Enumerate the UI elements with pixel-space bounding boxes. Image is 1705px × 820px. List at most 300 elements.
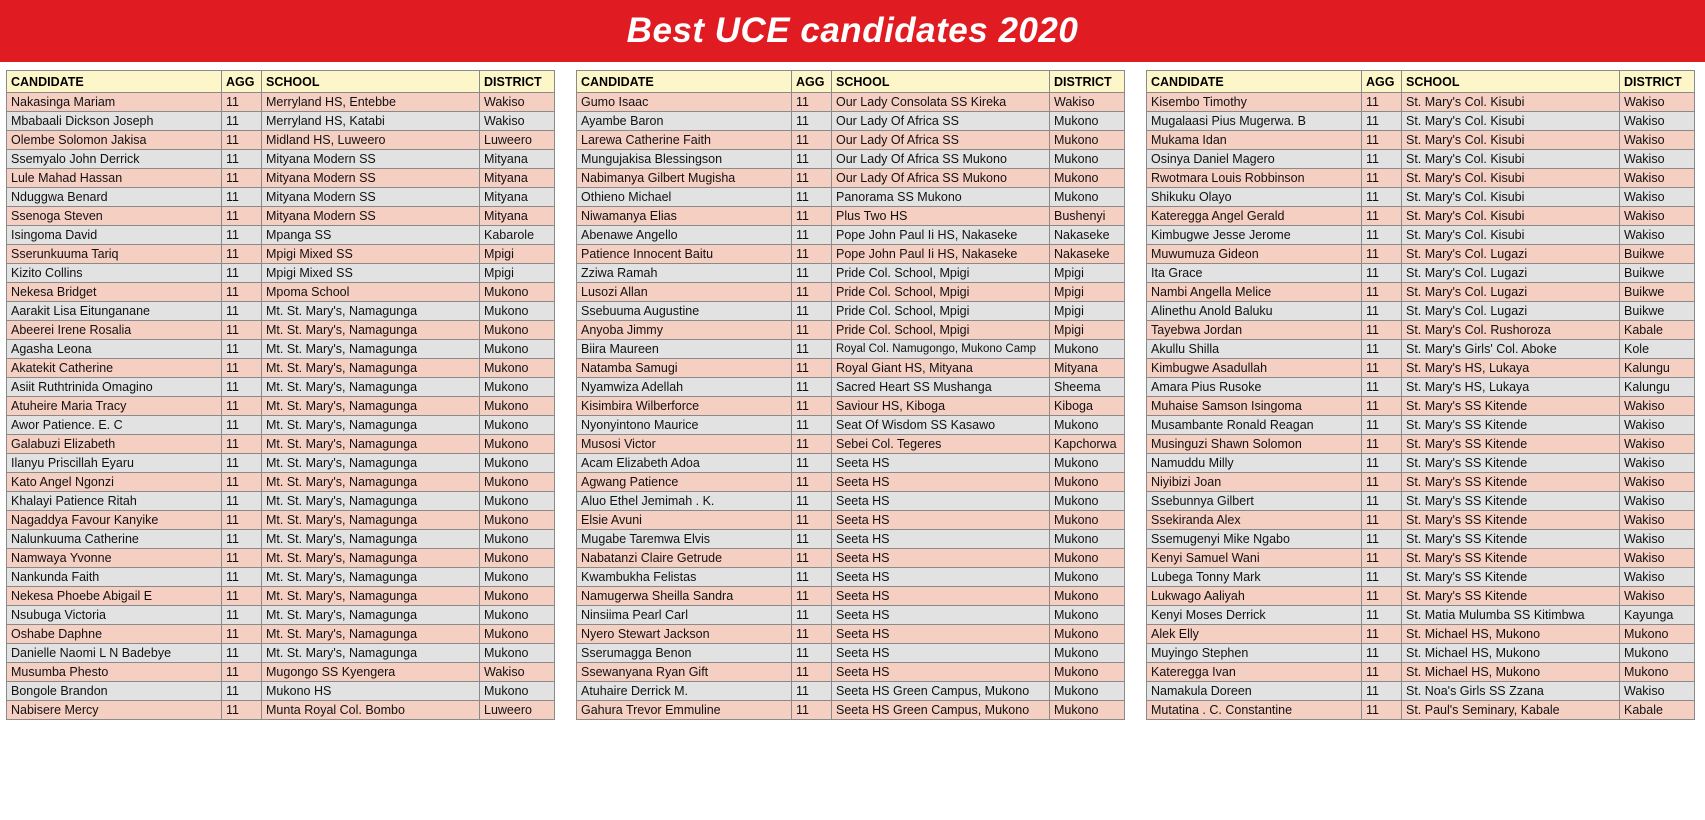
cell-school: St. Mary's SS Kitende xyxy=(1402,530,1620,549)
cell-school: St. Mary's Col. Kisubi xyxy=(1402,112,1620,131)
cell-school: Mt. St. Mary's, Namagunga xyxy=(262,644,480,663)
cell-school: Mityana Modern SS xyxy=(262,169,480,188)
table-row xyxy=(577,568,1125,587)
cell-school: Pride Col. School, Mpigi xyxy=(832,283,1050,302)
table-row xyxy=(577,701,1125,720)
cell-district: Mukono xyxy=(1050,150,1125,169)
cell-candidate: Musambante Ronald Reagan xyxy=(1147,416,1362,435)
table-row xyxy=(1147,644,1695,663)
table-row xyxy=(577,188,1125,207)
header-agg: AGG xyxy=(1362,71,1402,93)
cell-district: Mukono xyxy=(480,378,555,397)
cell-school: Pope John Paul Ii HS, Nakaseke xyxy=(832,245,1050,264)
cell-district: Kole xyxy=(1620,340,1695,359)
table-row xyxy=(577,587,1125,606)
header-row xyxy=(7,71,555,93)
cell-candidate: Abeerei Irene Rosalia xyxy=(7,321,222,340)
cell-agg: 11 xyxy=(1362,93,1402,112)
cell-school: St. Mary's SS Kitende xyxy=(1402,473,1620,492)
header-candidate: CANDIDATE xyxy=(7,71,222,93)
cell-candidate: Mungujakisa Blessingson xyxy=(577,150,792,169)
cell-candidate: Nambi Angella Melice xyxy=(1147,283,1362,302)
cell-candidate: Anyoba Jimmy xyxy=(577,321,792,340)
cell-agg: 11 xyxy=(1362,625,1402,644)
table-row xyxy=(577,169,1125,188)
cell-agg: 11 xyxy=(222,701,262,720)
cell-school: Mpoma School xyxy=(262,283,480,302)
cell-school: St. Mary's Girls' Col. Aboke xyxy=(1402,340,1620,359)
cell-district: Buikwe xyxy=(1620,264,1695,283)
header-candidate: CANDIDATE xyxy=(577,71,792,93)
cell-candidate: Alek Elly xyxy=(1147,625,1362,644)
cell-candidate: Ssewanyana Ryan Gift xyxy=(577,663,792,682)
cell-school: Mt. St. Mary's, Namagunga xyxy=(262,378,480,397)
cell-agg: 11 xyxy=(222,549,262,568)
cell-candidate: Sserunkuuma Tariq xyxy=(7,245,222,264)
cell-agg: 11 xyxy=(1362,131,1402,150)
cell-school: Merryland HS, Entebbe xyxy=(262,93,480,112)
cell-agg: 11 xyxy=(222,435,262,454)
cell-district: Mukono xyxy=(480,302,555,321)
cell-district: Mukono xyxy=(480,625,555,644)
header-row xyxy=(1147,71,1695,93)
cell-candidate: Niyibizi Joan xyxy=(1147,473,1362,492)
cell-district: Mukono xyxy=(1050,492,1125,511)
table-row xyxy=(7,682,555,701)
cell-district: Wakiso xyxy=(480,93,555,112)
cell-district: Kabarole xyxy=(480,226,555,245)
cell-agg: 11 xyxy=(1362,644,1402,663)
cell-candidate: Nakasinga Mariam xyxy=(7,93,222,112)
table-row xyxy=(7,644,555,663)
cell-candidate: Alinethu Anold Baluku xyxy=(1147,302,1362,321)
cell-district: Mukono xyxy=(480,454,555,473)
table-row xyxy=(7,568,555,587)
table-row xyxy=(7,492,555,511)
cell-candidate: Agasha Leona xyxy=(7,340,222,359)
cell-school: Pride Col. School, Mpigi xyxy=(832,302,1050,321)
cell-school: Mt. St. Mary's, Namagunga xyxy=(262,530,480,549)
cell-district: Mukono xyxy=(1620,663,1695,682)
table-row xyxy=(7,264,555,283)
cell-district: Nakaseke xyxy=(1050,245,1125,264)
cell-agg: 11 xyxy=(792,568,832,587)
table-header-1 xyxy=(7,71,555,93)
cell-agg: 11 xyxy=(222,93,262,112)
cell-agg: 11 xyxy=(1362,587,1402,606)
cell-district: Mityana xyxy=(480,207,555,226)
cell-district: Kapchorwa xyxy=(1050,435,1125,454)
cell-school: St. Mary's Col. Kisubi xyxy=(1402,93,1620,112)
table-row xyxy=(7,511,555,530)
table-row xyxy=(7,378,555,397)
cell-district: Mukono xyxy=(480,435,555,454)
cell-school: St. Mary's Col. Kisubi xyxy=(1402,207,1620,226)
cell-agg: 11 xyxy=(222,416,262,435)
cell-district: Mityana xyxy=(480,169,555,188)
cell-district: Wakiso xyxy=(1620,188,1695,207)
cell-agg: 11 xyxy=(1362,701,1402,720)
cell-candidate: Muyingo Stephen xyxy=(1147,644,1362,663)
cell-district: Mukono xyxy=(480,340,555,359)
cell-school: Mt. St. Mary's, Namagunga xyxy=(262,416,480,435)
cell-district: Nakaseke xyxy=(1050,226,1125,245)
table-row xyxy=(1147,473,1695,492)
cell-school: Mt. St. Mary's, Namagunga xyxy=(262,340,480,359)
cell-candidate: Muwumuza Gideon xyxy=(1147,245,1362,264)
cell-candidate: Olembe Solomon Jakisa xyxy=(7,131,222,150)
cell-district: Luweero xyxy=(480,701,555,720)
cell-district: Mpigi xyxy=(1050,264,1125,283)
cell-district: Mukono xyxy=(480,568,555,587)
cell-candidate: Muhaise Samson Isingoma xyxy=(1147,397,1362,416)
table-row xyxy=(1147,492,1695,511)
cell-district: Wakiso xyxy=(1620,682,1695,701)
cell-candidate: Gumo Isaac xyxy=(577,93,792,112)
cell-district: Mukono xyxy=(1050,682,1125,701)
cell-school: St. Mary's SS Kitende xyxy=(1402,435,1620,454)
table-row xyxy=(1147,416,1695,435)
cell-district: Mukono xyxy=(1050,511,1125,530)
cell-school: St. Michael HS, Mukono xyxy=(1402,625,1620,644)
table-row xyxy=(7,606,555,625)
candidates-table-1 xyxy=(6,70,555,720)
cell-candidate: Oshabe Daphne xyxy=(7,625,222,644)
cell-candidate: Sserumagga Benon xyxy=(577,644,792,663)
cell-candidate: Ayambe Baron xyxy=(577,112,792,131)
cell-candidate: Ninsiima Pearl Carl xyxy=(577,606,792,625)
cell-school: Mityana Modern SS xyxy=(262,188,480,207)
cell-agg: 11 xyxy=(222,378,262,397)
cell-school: Merryland HS, Katabi xyxy=(262,112,480,131)
cell-agg: 11 xyxy=(222,226,262,245)
table-row xyxy=(1147,264,1695,283)
cell-candidate: Atuhaire Derrick M. xyxy=(577,682,792,701)
cell-agg: 11 xyxy=(1362,416,1402,435)
table-row xyxy=(577,511,1125,530)
table-row xyxy=(1147,359,1695,378)
cell-school: Mityana Modern SS xyxy=(262,207,480,226)
cell-agg: 11 xyxy=(1362,663,1402,682)
cell-agg: 11 xyxy=(1362,226,1402,245)
table-row xyxy=(7,340,555,359)
cell-agg: 11 xyxy=(222,397,262,416)
cell-district: Sheema xyxy=(1050,378,1125,397)
cell-district: Wakiso xyxy=(1620,207,1695,226)
cell-candidate: Aluo Ethel Jemimah . K. xyxy=(577,492,792,511)
cell-school: St. Mary's SS Kitende xyxy=(1402,454,1620,473)
cell-agg: 11 xyxy=(1362,454,1402,473)
table-row xyxy=(1147,511,1695,530)
cell-agg: 11 xyxy=(1362,549,1402,568)
table-header-2 xyxy=(577,71,1125,93)
cell-candidate: Shikuku Olayo xyxy=(1147,188,1362,207)
table-row xyxy=(577,264,1125,283)
cell-agg: 11 xyxy=(1362,302,1402,321)
cell-agg: 11 xyxy=(1362,568,1402,587)
cell-agg: 11 xyxy=(792,492,832,511)
cell-candidate: Akatekit Catherine xyxy=(7,359,222,378)
cell-school: Seeta HS xyxy=(832,492,1050,511)
cell-school: Mt. St. Mary's, Namagunga xyxy=(262,511,480,530)
cell-school: St. Mary's SS Kitende xyxy=(1402,568,1620,587)
cell-school: St. Mary's HS, Lukaya xyxy=(1402,359,1620,378)
cell-agg: 11 xyxy=(792,321,832,340)
cell-school: Saviour HS, Kiboga xyxy=(832,397,1050,416)
cell-school: St. Michael HS, Mukono xyxy=(1402,663,1620,682)
cell-school: St. Mary's Col. Kisubi xyxy=(1402,150,1620,169)
cell-school: Seeta HS Green Campus, Mukono xyxy=(832,682,1050,701)
cell-candidate: Awor Patience. E. C xyxy=(7,416,222,435)
cell-district: Wakiso xyxy=(1620,131,1695,150)
cell-school: St. Mary's Col. Kisubi xyxy=(1402,226,1620,245)
cell-agg: 11 xyxy=(1362,511,1402,530)
cell-candidate: Abenawe Angello xyxy=(577,226,792,245)
cell-school: Mt. St. Mary's, Namagunga xyxy=(262,435,480,454)
cell-school: St. Mary's HS, Lukaya xyxy=(1402,378,1620,397)
cell-candidate: Asiit Ruthtrinida Omagino xyxy=(7,378,222,397)
table-row xyxy=(1147,606,1695,625)
table-row xyxy=(1147,150,1695,169)
header-candidate: CANDIDATE xyxy=(1147,71,1362,93)
table-row xyxy=(7,207,555,226)
cell-candidate: Mugabe Taremwa Elvis xyxy=(577,530,792,549)
table-row xyxy=(577,549,1125,568)
cell-agg: 11 xyxy=(792,226,832,245)
table-row xyxy=(1147,245,1695,264)
cell-agg: 11 xyxy=(1362,264,1402,283)
cell-candidate: Patience Innocent Baitu xyxy=(577,245,792,264)
cell-district: Wakiso xyxy=(1620,587,1695,606)
cell-district: Wakiso xyxy=(1620,397,1695,416)
table-row xyxy=(577,207,1125,226)
cell-candidate: Nyero Stewart Jackson xyxy=(577,625,792,644)
table-row xyxy=(577,473,1125,492)
cell-district: Mukono xyxy=(480,283,555,302)
results-column-2 xyxy=(576,70,1124,720)
cell-agg: 11 xyxy=(222,112,262,131)
cell-candidate: Nagaddya Favour Kanyike xyxy=(7,511,222,530)
cell-district: Mukono xyxy=(1050,473,1125,492)
cell-district: Mukono xyxy=(480,359,555,378)
cell-agg: 11 xyxy=(222,625,262,644)
cell-school: Mt. St. Mary's, Namagunga xyxy=(262,625,480,644)
cell-agg: 11 xyxy=(222,644,262,663)
cell-candidate: Aarakit Lisa Eitunganane xyxy=(7,302,222,321)
table-row xyxy=(577,226,1125,245)
cell-school: Mt. St. Mary's, Namagunga xyxy=(262,606,480,625)
cell-district: Wakiso xyxy=(1620,454,1695,473)
table-body-2 xyxy=(577,93,1125,720)
table-row xyxy=(1147,112,1695,131)
cell-candidate: Ssenoga Steven xyxy=(7,207,222,226)
table-row xyxy=(577,397,1125,416)
cell-candidate: Namakula Doreen xyxy=(1147,682,1362,701)
cell-school: Seeta HS xyxy=(832,587,1050,606)
cell-candidate: Danielle Naomi L N Badebye xyxy=(7,644,222,663)
table-row xyxy=(1147,93,1695,112)
cell-candidate: Nduggwa Benard xyxy=(7,188,222,207)
table-row xyxy=(1147,169,1695,188)
cell-school: Panorama SS Mukono xyxy=(832,188,1050,207)
table-row xyxy=(7,150,555,169)
cell-school: Pope John Paul Ii HS, Nakaseke xyxy=(832,226,1050,245)
cell-district: Mukono xyxy=(480,682,555,701)
cell-school: St. Mary's Col. Lugazi xyxy=(1402,302,1620,321)
cell-candidate: Lukwago Aaliyah xyxy=(1147,587,1362,606)
cell-agg: 11 xyxy=(222,682,262,701)
table-row xyxy=(7,226,555,245)
table-row xyxy=(577,302,1125,321)
cell-candidate: Kenyi Samuel Wani xyxy=(1147,549,1362,568)
cell-candidate: Kimbugwe Jesse Jerome xyxy=(1147,226,1362,245)
cell-school: Our Lady Of Africa SS xyxy=(832,112,1050,131)
cell-district: Kiboga xyxy=(1050,397,1125,416)
cell-district: Mukono xyxy=(480,321,555,340)
cell-agg: 11 xyxy=(792,283,832,302)
cell-agg: 11 xyxy=(222,245,262,264)
cell-agg: 11 xyxy=(792,511,832,530)
cell-agg: 11 xyxy=(222,302,262,321)
cell-district: Mukono xyxy=(480,397,555,416)
cell-district: Mukono xyxy=(1050,587,1125,606)
cell-district: Mukono xyxy=(1050,416,1125,435)
cell-candidate: Elsie Avuni xyxy=(577,511,792,530)
cell-district: Mukono xyxy=(1050,625,1125,644)
header-row xyxy=(577,71,1125,93)
cell-agg: 11 xyxy=(1362,378,1402,397)
cell-agg: 11 xyxy=(792,359,832,378)
cell-school: Seeta HS Green Campus, Mukono xyxy=(832,701,1050,720)
cell-agg: 11 xyxy=(1362,283,1402,302)
table-row xyxy=(577,321,1125,340)
cell-agg: 11 xyxy=(792,264,832,283)
table-row xyxy=(1147,530,1695,549)
cell-district: Mityana xyxy=(480,188,555,207)
cell-district: Mukono xyxy=(1620,625,1695,644)
cell-agg: 11 xyxy=(792,188,832,207)
cell-district: Kalungu xyxy=(1620,359,1695,378)
cell-agg: 11 xyxy=(1362,606,1402,625)
cell-school: Sebei Col. Tegeres xyxy=(832,435,1050,454)
cell-candidate: Lusozi Allan xyxy=(577,283,792,302)
cell-candidate: Ssekiranda Alex xyxy=(1147,511,1362,530)
cell-candidate: Lule Mahad Hassan xyxy=(7,169,222,188)
cell-school: Seeta HS xyxy=(832,606,1050,625)
table-row xyxy=(577,435,1125,454)
cell-school: Mt. St. Mary's, Namagunga xyxy=(262,397,480,416)
table-row xyxy=(7,321,555,340)
cell-candidate: Nsubuga Victoria xyxy=(7,606,222,625)
cell-district: Kalungu xyxy=(1620,378,1695,397)
cell-school: Mt. St. Mary's, Namagunga xyxy=(262,568,480,587)
cell-agg: 11 xyxy=(222,169,262,188)
cell-candidate: Nabisere Mercy xyxy=(7,701,222,720)
cell-candidate: Nyamwiza Adellah xyxy=(577,378,792,397)
cell-agg: 11 xyxy=(792,625,832,644)
cell-candidate: Nabatanzi Claire Getrude xyxy=(577,549,792,568)
cell-school: Mpigi Mixed SS xyxy=(262,264,480,283)
cell-candidate: Bongole Brandon xyxy=(7,682,222,701)
cell-school: St. Matia Mulumba SS Kitimbwa xyxy=(1402,606,1620,625)
table-row xyxy=(1147,131,1695,150)
cell-district: Wakiso xyxy=(1050,93,1125,112)
cell-school: Mukono HS xyxy=(262,682,480,701)
cell-school: St. Mary's Col. Kisubi xyxy=(1402,169,1620,188)
cell-district: Mpigi xyxy=(1050,321,1125,340)
table-row xyxy=(7,302,555,321)
cell-district: Wakiso xyxy=(1620,511,1695,530)
cell-candidate: Kisimbira Wilberforce xyxy=(577,397,792,416)
cell-school: St. Mary's Col. Lugazi xyxy=(1402,283,1620,302)
cell-school: Seeta HS xyxy=(832,663,1050,682)
cell-district: Luweero xyxy=(480,131,555,150)
cell-candidate: Nyonyintono Maurice xyxy=(577,416,792,435)
header-agg: AGG xyxy=(222,71,262,93)
cell-candidate: Musumba Phesto xyxy=(7,663,222,682)
table-row xyxy=(7,283,555,302)
cell-agg: 11 xyxy=(792,644,832,663)
cell-agg: 11 xyxy=(1362,682,1402,701)
cell-school: Mugongo SS Kyengera xyxy=(262,663,480,682)
table-row xyxy=(7,169,555,188)
cell-candidate: Lubega Tonny Mark xyxy=(1147,568,1362,587)
cell-district: Buikwe xyxy=(1620,245,1695,264)
cell-school: Pride Col. School, Mpigi xyxy=(832,264,1050,283)
cell-district: Wakiso xyxy=(1620,112,1695,131)
table-row xyxy=(1147,188,1695,207)
table-row xyxy=(577,682,1125,701)
table-row xyxy=(7,435,555,454)
cell-agg: 11 xyxy=(1362,207,1402,226)
cell-district: Mukono xyxy=(480,511,555,530)
cell-district: Mpigi xyxy=(1050,283,1125,302)
cell-agg: 11 xyxy=(792,302,832,321)
cell-candidate: Ssebuuma Augustine xyxy=(577,302,792,321)
table-row xyxy=(577,644,1125,663)
cell-school: St. Mary's SS Kitende xyxy=(1402,549,1620,568)
cell-candidate: Isingoma David xyxy=(7,226,222,245)
header-school: SCHOOL xyxy=(1402,71,1620,93)
cell-agg: 11 xyxy=(792,682,832,701)
table-row xyxy=(1147,435,1695,454)
cell-agg: 11 xyxy=(792,530,832,549)
cell-school: Seeta HS xyxy=(832,473,1050,492)
cell-candidate: Osinya Daniel Magero xyxy=(1147,150,1362,169)
table-row xyxy=(7,397,555,416)
cell-school: St. Mary's SS Kitende xyxy=(1402,511,1620,530)
table-row xyxy=(7,587,555,606)
cell-agg: 11 xyxy=(1362,340,1402,359)
cell-agg: 11 xyxy=(792,340,832,359)
cell-candidate: Atuheire Maria Tracy xyxy=(7,397,222,416)
cell-agg: 11 xyxy=(792,473,832,492)
cell-candidate: Mukama Idan xyxy=(1147,131,1362,150)
cell-candidate: Natamba Samugi xyxy=(577,359,792,378)
cell-candidate: Namugerwa Sheilla Sandra xyxy=(577,587,792,606)
cell-agg: 11 xyxy=(222,150,262,169)
cell-agg: 11 xyxy=(222,511,262,530)
cell-district: Wakiso xyxy=(1620,93,1695,112)
table-row xyxy=(577,150,1125,169)
cell-school: Sacred Heart SS Mushanga xyxy=(832,378,1050,397)
cell-agg: 11 xyxy=(1362,435,1402,454)
cell-district: Mukono xyxy=(1050,454,1125,473)
cell-candidate: Kisembo Timothy xyxy=(1147,93,1362,112)
cell-school: Our Lady Of Africa SS Mukono xyxy=(832,150,1050,169)
cell-candidate: Tayebwa Jordan xyxy=(1147,321,1362,340)
table-row xyxy=(1147,378,1695,397)
